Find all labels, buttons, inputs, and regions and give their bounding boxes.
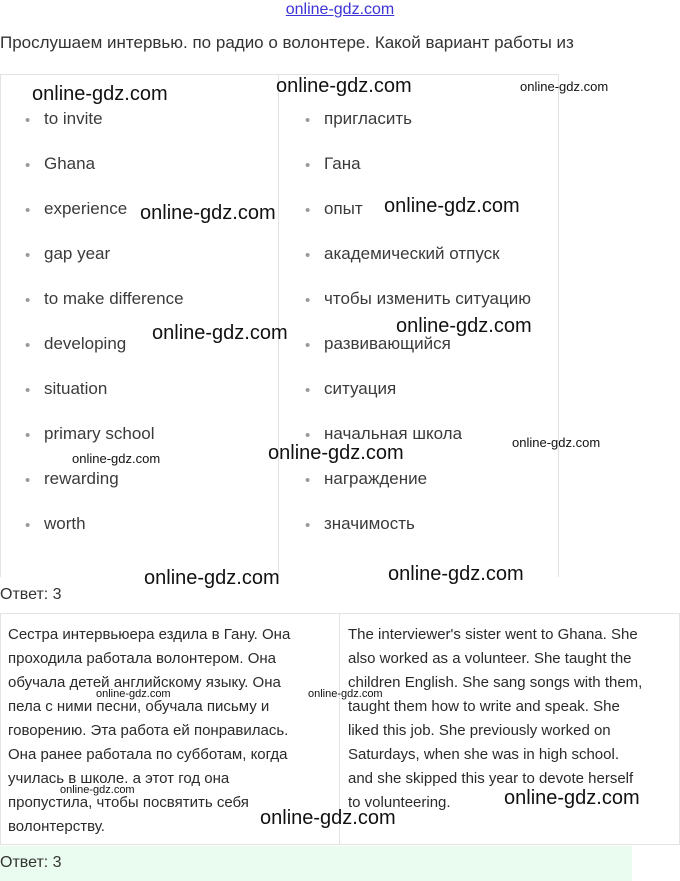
translation-line-ru: пела с ними песни, обучала письму и [8, 698, 270, 715]
translation-line-en: Saturdays, when she was in high school. [348, 746, 619, 763]
watermark: online-gdz.com [140, 202, 276, 224]
vocab-en: situation [44, 379, 108, 398]
bullet-icon: • [305, 472, 311, 489]
bullet-icon: • [25, 517, 31, 534]
translation-line-ru: говорению. Эта работа ей понравилась. [8, 722, 289, 739]
translation-line-en: taught them how to write and speak. She [348, 698, 620, 715]
bullet-icon: • [25, 112, 31, 129]
bullet-icon: • [305, 427, 311, 444]
translation-line-ru: Она ранее работала по субботам, когда [8, 746, 288, 763]
bullet-icon: • [25, 427, 31, 444]
translation-line-en: also worked as a volunteer. She taught the [348, 650, 632, 667]
watermark: online-gdz.com [276, 75, 412, 97]
site-link[interactable]: online-gdz.com [285, 1, 395, 18]
bullet-icon: • [25, 382, 31, 399]
watermark: online-gdz.com [268, 442, 404, 464]
vocab-en: worth [44, 514, 86, 533]
watermark: online-gdz.com [144, 567, 280, 589]
translation-line-ru: пропустила, чтобы посвятить себя [8, 794, 249, 811]
vocab-en: experience [44, 199, 128, 218]
watermark: online-gdz.com [32, 83, 168, 105]
translation-line-en: to volunteering. [348, 794, 451, 811]
vocab-ru: опыт [324, 199, 363, 218]
bullet-icon: • [25, 292, 31, 309]
vocab-ru: пригласить [324, 109, 412, 128]
answer-highlight-box [0, 846, 632, 881]
answer-label: Ответ: 3 [0, 586, 62, 603]
watermark: online-gdz.com [96, 688, 171, 700]
translation-line-ru: училась в школе. а этот год она [8, 770, 230, 787]
vocab-ru: Гана [324, 154, 361, 173]
vocab-en: to make difference [44, 289, 184, 308]
watermark: online-gdz.com [60, 784, 135, 796]
vocab-en: gap year [44, 244, 111, 263]
bullet-icon: • [25, 337, 31, 354]
bullet-icon: • [305, 517, 311, 534]
watermark: online-gdz.com [520, 79, 609, 94]
vocab-ru: чтобы изменить ситуацию [324, 289, 531, 308]
watermark: online-gdz.com [384, 195, 520, 217]
translation-line-ru: обучала детей английскому языку. Она [8, 674, 281, 691]
translation-line-en: liked this job. She previously worked on [348, 722, 611, 739]
translation-line-en: children English. She sang songs with them, [348, 674, 643, 691]
vocab-ru: начальная школа [324, 424, 463, 443]
vocab-en: to invite [44, 109, 103, 128]
translation-line-en: The interviewer's sister went to Ghana. She [348, 626, 638, 643]
vocab-en: developing [44, 334, 127, 353]
translation-line-ru: волонтерству. [8, 818, 105, 835]
vocab-en: primary school [44, 424, 155, 443]
answer-label: Ответ: 3 [0, 854, 62, 871]
bullet-icon: • [305, 202, 311, 219]
vocab-ru: развивающийся [324, 334, 451, 353]
bullet-icon: • [25, 472, 31, 489]
vocab-ru: награждение [324, 469, 428, 488]
bullet-icon: • [305, 382, 311, 399]
question-text: Прослушаем интервью. по радио о волонтере. Какой вариант работы из [0, 33, 574, 52]
watermark: online-gdz.com [396, 315, 532, 337]
vocab-en: rewarding [44, 469, 119, 488]
bullet-icon: • [305, 337, 311, 354]
vocab-ru: значимость [324, 514, 415, 533]
vocab-en: Ghana [44, 154, 96, 173]
bullet-icon: • [305, 292, 311, 309]
watermark: online-gdz.com [72, 451, 161, 466]
watermark: online-gdz.com [308, 688, 383, 700]
bullet-icon: • [25, 247, 31, 264]
cropped-text-line [110, 66, 370, 74]
watermark: online-gdz.com [152, 322, 288, 344]
bullet-icon: • [25, 202, 31, 219]
watermark: online-gdz.com [388, 563, 524, 585]
watermark: online-gdz.com [504, 787, 640, 809]
bullet-icon: • [305, 112, 311, 129]
bullet-icon: • [25, 157, 31, 174]
translation-line-ru: Сестра интервьюера ездила в Гану. Она [8, 626, 291, 643]
bullet-icon: • [305, 157, 311, 174]
watermark: online-gdz.com [512, 435, 601, 450]
bullet-icon: • [305, 247, 311, 264]
vocab-ru: академический отпуск [324, 244, 500, 263]
translation-line-ru: проходила работала волонтером. Она [8, 650, 277, 667]
watermark: online-gdz.com [260, 807, 396, 829]
translation-line-en: and she skipped this year to devote herself [348, 770, 634, 787]
vocab-ru: ситуация [324, 379, 397, 398]
